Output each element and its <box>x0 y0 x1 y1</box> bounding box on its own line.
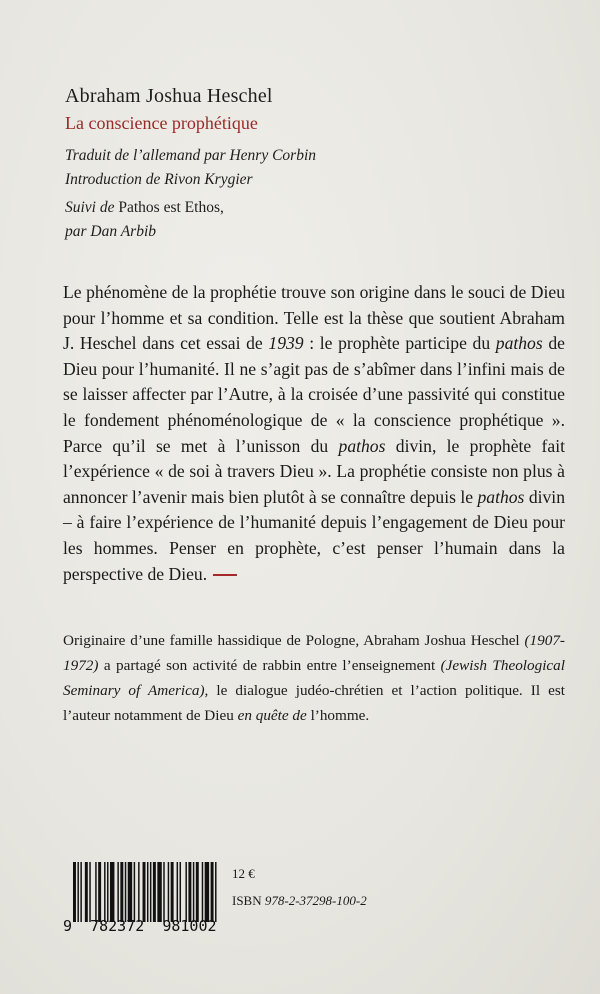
bio-dates: (1907-1972) <box>63 632 565 674</box>
blurb-pathos-2: pathos <box>338 435 386 456</box>
barcode-bar <box>180 862 181 922</box>
barcode-bar <box>85 862 88 922</box>
barcode-bar <box>157 862 161 922</box>
barcode-bar <box>128 862 132 922</box>
bio-text-3: , le dialogue judéo-chrétien et l’action politique. Il est l’auteur notamment de <box>63 682 565 724</box>
blurb-text-4: divin, le prophète fait l’expérience « de soi à travers Dieu ». La prophétie consiste non plus à annoncer l’avenir mais bien plutôt à se connaître depuis le <box>63 435 565 507</box>
barcode-bar <box>177 862 178 922</box>
isbn-number <box>232 893 367 909</box>
barcode-digits: 9 782372 981002 <box>63 917 217 935</box>
isbn-barcode <box>63 862 223 934</box>
introduction-credit: Introduction de Rivon Krygier <box>65 171 253 188</box>
book-title: La conscience prophétique <box>65 113 258 133</box>
barcode-bar <box>107 862 108 922</box>
barcode-bar <box>77 862 78 922</box>
barcode-bar <box>193 862 194 922</box>
barcode-bar <box>95 862 96 922</box>
blurb-year: 1939 <box>268 333 304 354</box>
bio-text-2: a partagé son activité de rabbin entre l’enseignement <box>98 657 441 674</box>
author-name: Abraham Joshua Heschel <box>65 85 273 107</box>
barcode-bar <box>188 862 191 922</box>
price-label: 12 € <box>232 866 255 881</box>
blurb-text-1: Le phénomène de la prophétie trouve son origine dans le souci de Dieu pour l’homme et sa condition. Telle est la thèse que soutient Abraham J. Heschel dans cet essai de <box>63 282 565 354</box>
barcode-bars <box>73 862 218 922</box>
suivi-title: Pathos est Ethos, <box>114 199 224 216</box>
barcode-bar <box>163 862 164 922</box>
barcode-bar <box>73 862 76 922</box>
barcode-bar <box>98 862 101 922</box>
barcode-bar <box>196 862 199 922</box>
bio-text-1: Originaire d’une famille hassidique de Pologne, Abraham Joshua Heschel <box>63 632 525 649</box>
blurb-text-2: : le prophète participe du <box>303 333 496 354</box>
suivi-prefix: Suivi de <box>65 199 115 216</box>
barcode-bar <box>153 862 156 922</box>
author-biography <box>63 628 565 728</box>
barcode-bar <box>104 862 105 922</box>
suivi-credit <box>65 196 565 220</box>
book-header <box>65 84 565 244</box>
barcode-bar <box>89 862 90 922</box>
blurb-pathos-1: pathos <box>495 333 543 354</box>
barcode-bar <box>120 862 123 922</box>
bio-institution: (Jewish Theological Seminary of America) <box>63 657 565 699</box>
blurb-pathos-3: pathos <box>477 486 525 507</box>
barcode-bar <box>185 862 186 922</box>
barcode-bar <box>134 862 135 922</box>
barcode-bar <box>143 862 146 922</box>
blurb-text-5: divin – à faire l’expérience de l’humanité depuis l’engagement de Dieu pour les hommes. Penser en prophète, c’est penser l’humain dans la perspective de Dieu. <box>63 486 565 584</box>
isbn-value: 978-2-37298-100-2 <box>264 893 367 908</box>
blurb-text-3: de Dieu pour l’humanité. Il ne s’agit pas de s’abîmer dans l’infini mais de se laisser affecter par l’Autre, à la croisée d’une passivité qui constitue le fondement phénoménologique de « la conscience prophétique ». Parce qu’il se met à l’unisson du <box>63 333 565 456</box>
bio-book-2: l’homme <box>310 707 366 724</box>
isbn-label: ISBN <box>232 893 265 908</box>
barcode-bar <box>80 862 81 922</box>
barcode-bar <box>147 862 148 922</box>
translator-credit: Traduit de l’allemand par Henry Corbin <box>65 147 317 164</box>
barcode-bar <box>171 862 174 922</box>
back-cover-blurb <box>63 280 565 587</box>
barcode-bar <box>138 862 139 922</box>
barcode-bar <box>117 862 118 922</box>
bio-text-4: . <box>365 707 370 724</box>
bio-book-1: Dieu <box>204 707 234 724</box>
barcode-bar <box>150 862 151 922</box>
barcode-bar <box>125 862 126 922</box>
barcode-bar <box>215 862 216 922</box>
suivi-author: par Dan Arbib <box>65 223 157 240</box>
barcode-bar <box>168 862 169 922</box>
barcode-bar <box>205 862 209 922</box>
bio-book-mid: en quête de <box>233 707 311 724</box>
end-mark-divider <box>213 574 237 576</box>
barcode-bar <box>202 862 203 922</box>
barcode-bar <box>110 862 114 922</box>
barcode-bar <box>211 862 214 922</box>
